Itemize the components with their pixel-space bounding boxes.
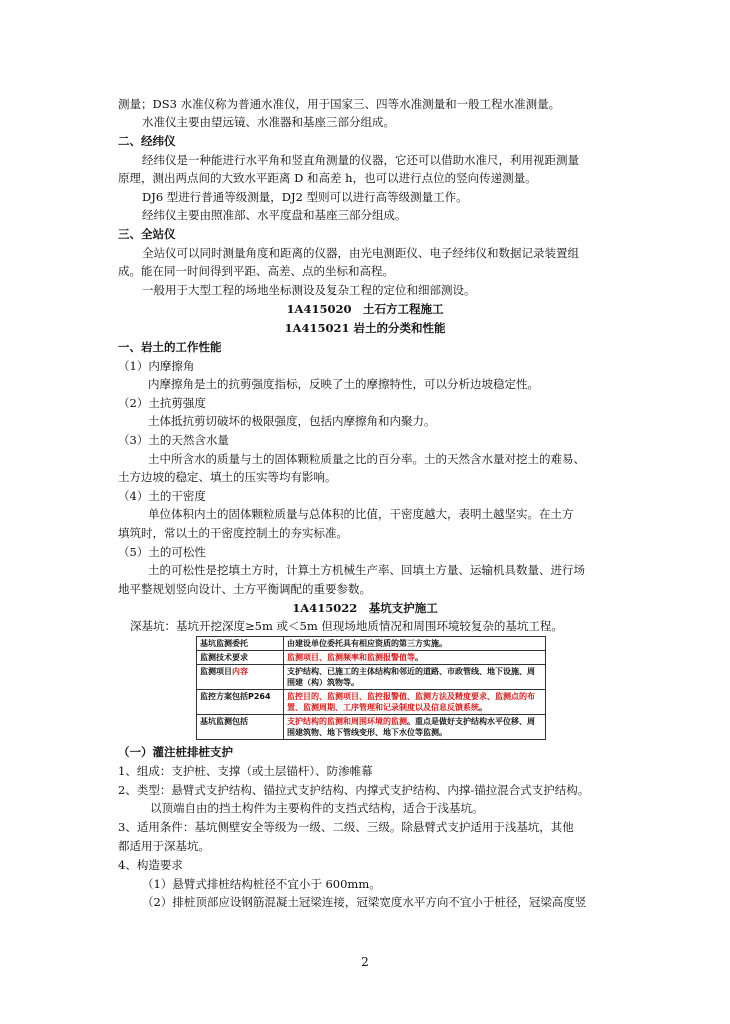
text-line: 一般用于大型工程的场地坐标测设及复杂工程的定位和细部测设。: [142, 283, 476, 297]
text-line: 土体抵抗剪切破坏的极限强度，包括内摩擦角和内聚力。: [148, 414, 436, 428]
text-line: 土方边坡的稳定、填土的压实等均有影响。: [118, 470, 337, 484]
text-line: 都适用于深基坑。: [118, 839, 210, 853]
text-line: （2）土抗剪强度: [118, 396, 206, 410]
text-line: 单位体积内土的固体颗粒质量与总体积的比值，干密度越大，表明土越坚实。在土方: [148, 507, 574, 521]
monitoring-table: [196, 636, 546, 740]
text-line: 1、组成：支护桩、支撑（或土层锚杆）、防渗帷幕: [118, 764, 373, 778]
page-number: 2: [361, 955, 369, 969]
text-line: 成。能在同一时间得到平距、高差、点的坐标和高程。: [118, 264, 394, 278]
text-line: 填筑时，常以土的干密度控制土的夯实标准。: [118, 526, 348, 540]
section-heading: 二、经纬仪: [118, 134, 176, 148]
text-line: 水准仪主要由望远镜、水准器和基座三部分组成。: [142, 115, 395, 129]
table-value: 支护结构的监测和周围环境的监测。重点是做好支护结构水平位移、周围建筑物、地下管线变形、地下水位等监测。: [284, 715, 546, 740]
section-heading: 三、全站仪: [118, 227, 176, 241]
text-line: （4）土的干密度: [118, 489, 206, 503]
text-line: 原理，测出两点间的大致水平距离 D 和高差 h，也可以进行点位的竖向传递测量。: [118, 171, 537, 185]
chapter-title: 1A415022 基坑支护施工: [292, 601, 438, 615]
table-key: 监控方案包括P264: [197, 690, 284, 715]
text-line: DJ6 型进行普通等级测量，DJ2 型则可以进行高等级测量工作。: [142, 190, 468, 204]
table-row: [197, 651, 546, 665]
table-value: 由建设单位委托具有相应资质的第三方实施。: [284, 637, 546, 651]
table-value: 监控目的、监测项目、监控报警值、监测方法及精度要求、监测点的布置、监测周期、工序管理和记录制度以及信息反馈系统。: [284, 690, 546, 715]
text-line: 土的可松性是挖填土方时，计算土方机械生产率、回填土方量、运输机具数量、进行场: [148, 563, 585, 577]
text-line: 土中所含水的质量与土的固体颗粒质量之比的百分率。土的天然含水量对挖土的难易、: [148, 452, 585, 466]
table-row: [197, 715, 546, 740]
text-line: 经纬仪主要由照准部、水平度盘和基座三部分组成。: [142, 208, 407, 222]
text-line: （1）内摩擦角: [118, 359, 195, 373]
table-key: 基坑监测委托: [197, 637, 284, 651]
table-value: 支护结构、已施工的主体结构和邻近的道路、市政管线、地下设施、周围建（构）筑物等。: [284, 665, 546, 690]
text-line: 4、构造要求: [118, 858, 183, 872]
table-row: [197, 665, 546, 690]
text-line: 内摩擦角是土的抗剪强度指标，反映了土的摩擦特性，可以分析边坡稳定性。: [148, 377, 539, 391]
text-line: （1）悬臂式排桩结构桩径不宜小于 600mm。: [142, 877, 381, 891]
text-line: 2、类型：悬臂式支护结构、锚拉式支护结构、内撑式支护结构、内撑-锚拉混合式支护结构。: [118, 783, 590, 797]
table-row: [197, 690, 546, 715]
text-line: 测量；DS3 水准仪称为普通水准仪，用于国家三、四等水准测量和一般工程水准测量。: [118, 97, 561, 111]
chapter-title: 1A415020 土石方工程施工: [286, 302, 444, 316]
text-line: 深基坑：基坑开挖深度≥5m 或＜5m 但现场地质情况和周围环境较复杂的基坑工程。: [130, 619, 563, 633]
chapter-title: 1A415021 岩土的分类和性能: [284, 321, 446, 335]
text-line: （2）排桩顶部应设钢筋混凝土冠梁连接，冠梁宽度水平方向不宜小于桩径，冠梁高度竖: [142, 895, 587, 909]
text-line: 地平整规划竖向设计、土方平衡调配的重要参数。: [118, 582, 371, 596]
text-line: 以顶端自由的挡土构件为主要构件的支挡式结构，适合于浅基坑。: [150, 801, 484, 815]
text-line: （5）土的可松性: [118, 545, 206, 559]
text-line: 全站仪可以同时测量角度和距离的仪器，由光电测距仪、电子经纬仪和数据记录装置组: [142, 246, 579, 260]
table-key: 监测项目内容: [197, 665, 284, 690]
section-heading: 一、岩土的工作性能: [118, 340, 222, 354]
text-line: 3、适用条件：基坑侧壁安全等级为一级、二级、三级。除悬臂式支护适用于浅基坑，其他: [118, 820, 574, 834]
table-row: [197, 637, 546, 651]
section-heading: （一）灌注桩排桩支护: [118, 745, 233, 759]
table-key: 基坑监测包括: [197, 715, 284, 740]
text-line: （3）土的天然含水量: [118, 433, 229, 447]
table-key: 监测技术要求: [197, 651, 284, 665]
text-line: 经纬仪是一种能进行水平角和竖直角测量的仪器，它还可以借助水准尺，利用视距测量: [142, 153, 579, 167]
table-value: 监测项目、监测频率和监测报警值等。: [284, 651, 546, 665]
